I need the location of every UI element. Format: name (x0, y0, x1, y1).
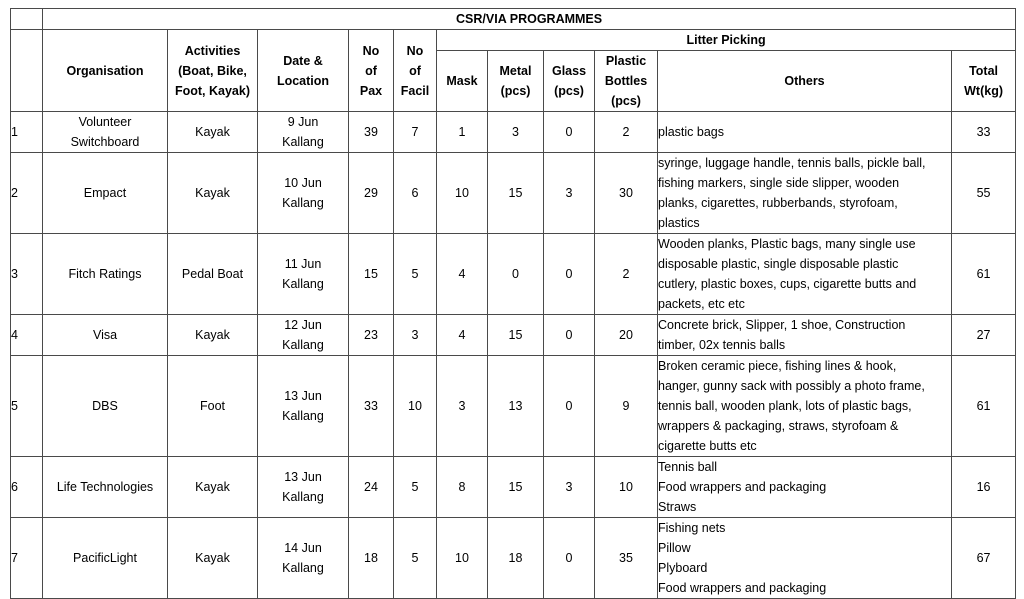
row-number: 2 (11, 153, 43, 234)
plastic-bottles-cell: 9 (595, 356, 658, 457)
facil-cell: 6 (394, 153, 437, 234)
litter-picking-header: Litter Picking (437, 30, 1016, 51)
row-number: 7 (11, 518, 43, 599)
facil-cell: 5 (394, 457, 437, 518)
pax-cell: 18 (349, 518, 394, 599)
total-weight-header: Total Wt(kg) (952, 51, 1016, 112)
row-number: 6 (11, 457, 43, 518)
others-cell: syringe, luggage handle, tennis balls, pickle ball, fishing markers, single side slipper, wooden planks, cigarettes, rubberbands, styrofoam, plastics (658, 153, 952, 234)
table-row (11, 457, 1016, 518)
others-cell: Concrete brick, Slipper, 1 shoe, Construction timber, 02x tennis balls (658, 315, 952, 356)
organisation-cell: Visa (43, 315, 168, 356)
activity-cell: Kayak (168, 153, 258, 234)
metal-header: Metal (pcs) (488, 51, 544, 112)
organisation-cell: Life Technologies (43, 457, 168, 518)
activity-cell: Foot (168, 356, 258, 457)
facil-cell: 5 (394, 518, 437, 599)
corner-cell (11, 9, 43, 30)
plastic-bottles-cell: 20 (595, 315, 658, 356)
pax-cell: 29 (349, 153, 394, 234)
metal-cell: 0 (488, 234, 544, 315)
mask-header: Mask (437, 51, 488, 112)
activity-cell: Pedal Boat (168, 234, 258, 315)
row-number: 3 (11, 234, 43, 315)
others-header: Others (658, 51, 952, 112)
plastic-bottles-cell: 2 (595, 112, 658, 153)
total-weight-cell: 33 (952, 112, 1016, 153)
plastic-bottles-cell: 2 (595, 234, 658, 315)
activities-header: Activities (Boat, Bike, Foot, Kayak) (168, 30, 258, 112)
mask-cell: 10 (437, 153, 488, 234)
mask-cell: 4 (437, 234, 488, 315)
date-location-header: Date & Location (258, 30, 349, 112)
facil-cell: 3 (394, 315, 437, 356)
no-pax-header: No of Pax (349, 30, 394, 112)
row-number: 5 (11, 356, 43, 457)
organisation-cell: Fitch Ratings (43, 234, 168, 315)
facil-cell: 10 (394, 356, 437, 457)
plastic-bottles-cell: 35 (595, 518, 658, 599)
pax-cell: 24 (349, 457, 394, 518)
others-cell: Fishing nets Pillow Plyboard Food wrappers and packaging (658, 518, 952, 599)
glass-cell: 3 (544, 457, 595, 518)
pax-cell: 33 (349, 356, 394, 457)
others-cell: Broken ceramic piece, fishing lines & hook, hanger, gunny sack with possibly a photo frame, tennis ball, wooden plank, lots of plastic bags, wrappers & packaging, straws, styrofoam & cigarette butts etc (658, 356, 952, 457)
no-facil-header: No of Facil (394, 30, 437, 112)
date-location-cell: 9 Jun Kallang (258, 112, 349, 153)
organisation-cell: DBS (43, 356, 168, 457)
table-row (11, 153, 1016, 234)
table-row (11, 518, 1016, 599)
total-weight-cell: 67 (952, 518, 1016, 599)
total-weight-cell: 55 (952, 153, 1016, 234)
activity-cell: Kayak (168, 112, 258, 153)
metal-cell: 3 (488, 112, 544, 153)
plastic-bottles-cell: 10 (595, 457, 658, 518)
organisation-cell: Volunteer Switchboard (43, 112, 168, 153)
table-row (11, 315, 1016, 356)
glass-cell: 0 (544, 234, 595, 315)
mask-cell: 4 (437, 315, 488, 356)
table-title: CSR/VIA PROGRAMMES (43, 9, 1016, 30)
glass-cell: 3 (544, 153, 595, 234)
total-weight-cell: 61 (952, 234, 1016, 315)
organisation-cell: PacificLight (43, 518, 168, 599)
mask-cell: 8 (437, 457, 488, 518)
others-cell: Wooden planks, Plastic bags, many single use disposable plastic, single disposable plastic cutlery, plastic boxes, cups, cigarette butts and packets, etc etc (658, 234, 952, 315)
total-weight-cell: 61 (952, 356, 1016, 457)
date-location-cell: 14 Jun Kallang (258, 518, 349, 599)
metal-cell: 18 (488, 518, 544, 599)
mask-cell: 3 (437, 356, 488, 457)
date-location-cell: 13 Jun Kallang (258, 457, 349, 518)
table-row (11, 234, 1016, 315)
glass-cell: 0 (544, 356, 595, 457)
activity-cell: Kayak (168, 457, 258, 518)
row-number: 4 (11, 315, 43, 356)
table-row (11, 112, 1016, 153)
date-location-cell: 12 Jun Kallang (258, 315, 349, 356)
glass-cell: 0 (544, 315, 595, 356)
metal-cell: 15 (488, 315, 544, 356)
organisation-cell: Empact (43, 153, 168, 234)
total-weight-cell: 16 (952, 457, 1016, 518)
pax-cell: 23 (349, 315, 394, 356)
mask-cell: 10 (437, 518, 488, 599)
table-row (11, 356, 1016, 457)
plastic-bottles-header: Plastic Bottles (pcs) (595, 51, 658, 112)
mask-cell: 1 (437, 112, 488, 153)
others-cell: Tennis ball Food wrappers and packaging Straws (658, 457, 952, 518)
glass-cell: 0 (544, 518, 595, 599)
metal-cell: 15 (488, 457, 544, 518)
glass-cell: 0 (544, 112, 595, 153)
facil-cell: 5 (394, 234, 437, 315)
metal-cell: 15 (488, 153, 544, 234)
plastic-bottles-cell: 30 (595, 153, 658, 234)
activity-cell: Kayak (168, 518, 258, 599)
pax-cell: 15 (349, 234, 394, 315)
csr-programmes-table (10, 8, 1016, 599)
total-weight-cell: 27 (952, 315, 1016, 356)
organisation-header: Organisation (43, 30, 168, 112)
pax-cell: 39 (349, 112, 394, 153)
date-location-cell: 13 Jun Kallang (258, 356, 349, 457)
others-cell: plastic bags (658, 112, 952, 153)
index-header (11, 30, 43, 112)
metal-cell: 13 (488, 356, 544, 457)
row-number: 1 (11, 112, 43, 153)
facil-cell: 7 (394, 112, 437, 153)
activity-cell: Kayak (168, 315, 258, 356)
date-location-cell: 10 Jun Kallang (258, 153, 349, 234)
glass-header: Glass (pcs) (544, 51, 595, 112)
date-location-cell: 11 Jun Kallang (258, 234, 349, 315)
